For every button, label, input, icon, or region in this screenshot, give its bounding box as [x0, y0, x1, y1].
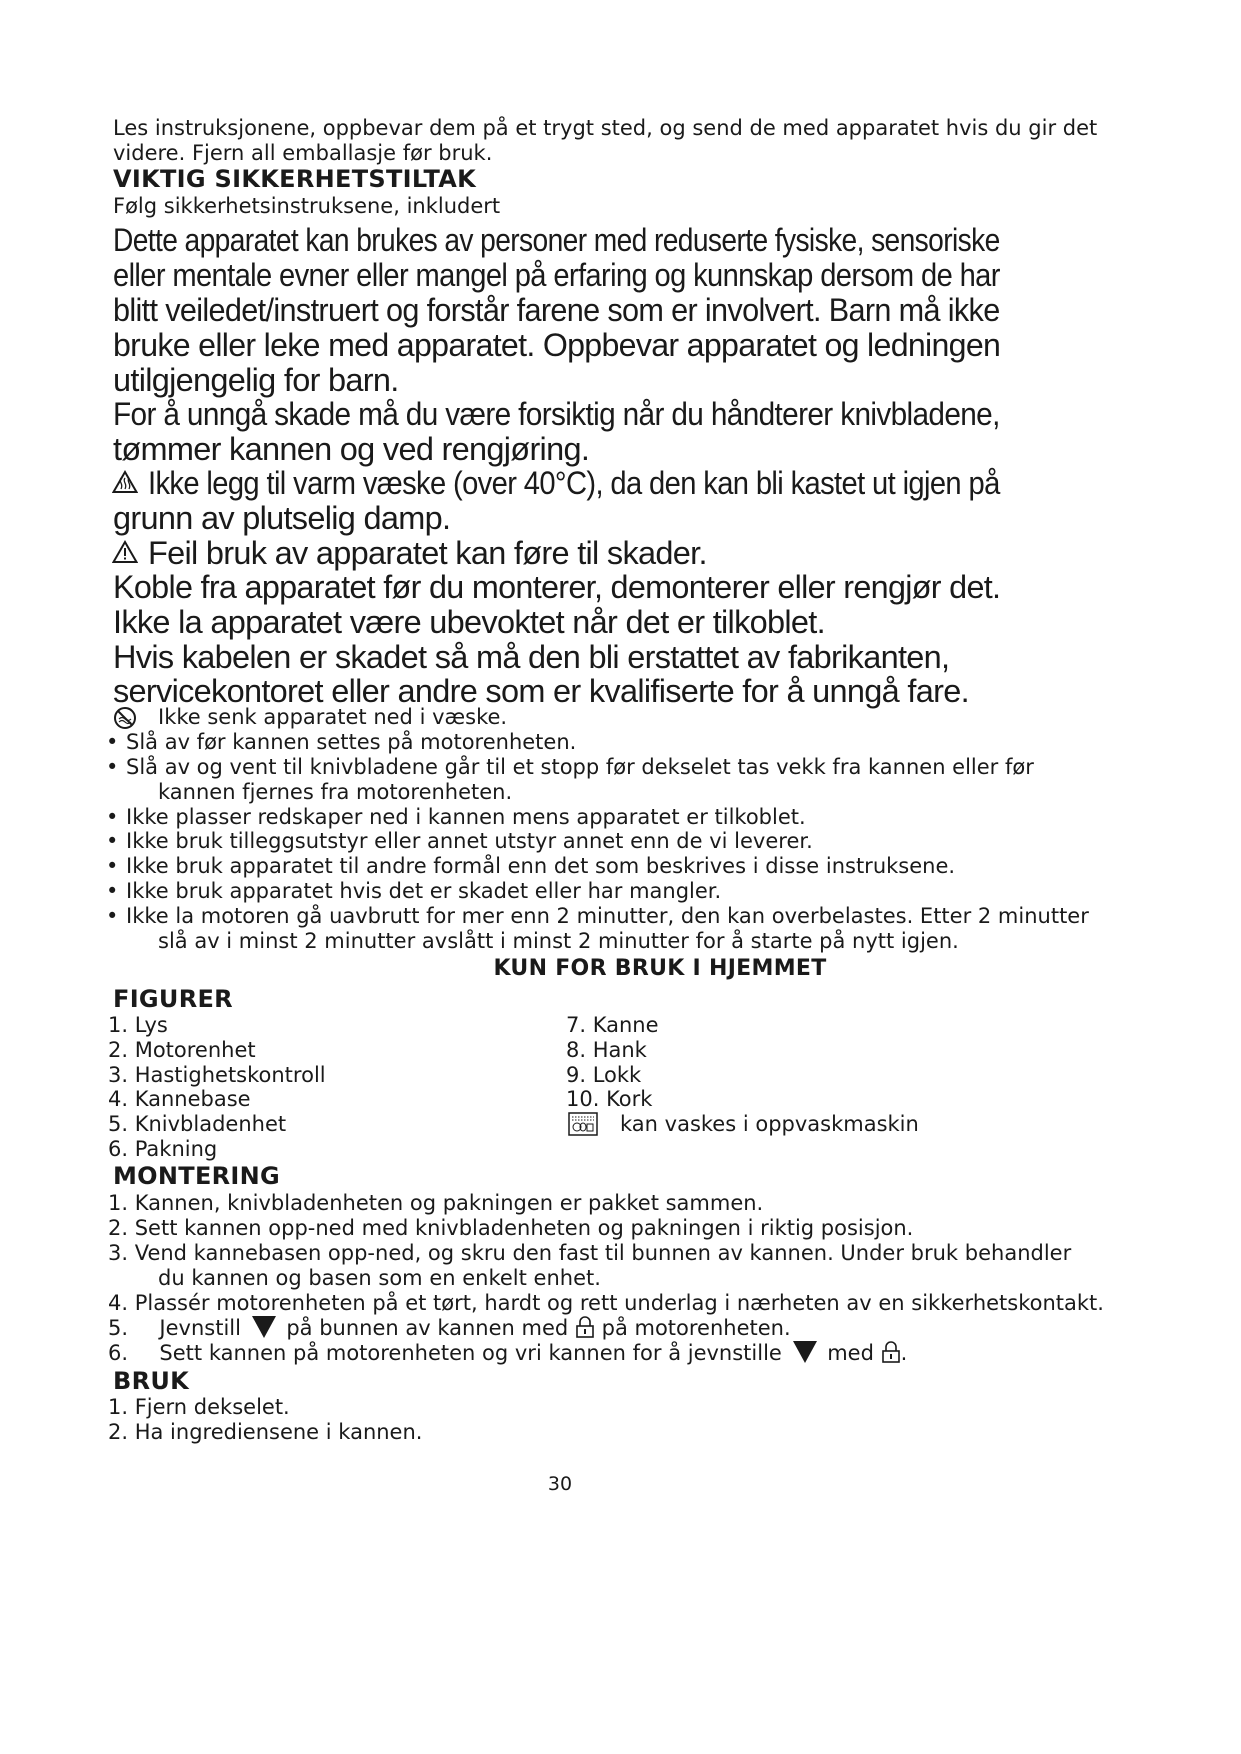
step-text: på bunnen av kannen med	[286, 1316, 569, 1340]
warning-line: grunn av plutselig damp.	[113, 500, 451, 536]
safety-heading: VIKTIG SIKKERHETSTILTAK	[113, 165, 477, 193]
use-heading: BRUK	[113, 1367, 190, 1395]
step-number: 6.	[108, 1341, 129, 1365]
intro-line: Les instruksjonene, oppbevar dem på et trygt sted, og send de med apparatet hvis du gir det	[113, 116, 1098, 140]
bullet-text: Ikke la motoren gå uavbrutt for mer enn 2 minutter, den kan overbelastes. Etter 2 minutter	[126, 904, 1089, 928]
assembly-step	[108, 1339, 907, 1367]
align-arrow-icon	[252, 1316, 276, 1338]
page-number: 30	[547, 1473, 573, 1495]
figure-item: 8. Hank	[566, 1038, 647, 1062]
warning-line: For å unngå skade må du være forsiktig når du håndterer knivbladene,	[113, 396, 1000, 432]
figure-item: 1. Lys	[108, 1013, 168, 1037]
warning-line: tømmer kannen og ved rengjøring.	[113, 431, 590, 467]
bullet-text: Slå av før kannen settes på motorenheten.	[126, 730, 577, 754]
align-arrow-icon	[793, 1341, 817, 1363]
hot-surface-warning-icon	[112, 470, 138, 498]
figure-item: 2. Motorenhet	[108, 1038, 256, 1062]
bullet-item: • Ikke la motoren gå uavbrutt for mer enn 2 minutter, den kan overbelastes. Etter 2 minutter	[106, 904, 1089, 928]
warning-line: utilgjengelig for barn.	[113, 362, 399, 398]
dishwasher-text: kan vaskes i oppvaskmaskin	[620, 1112, 919, 1136]
intro-line: videre. Fjern all emballasje før bruk.	[113, 141, 493, 165]
figure-item: 6. Pakning	[108, 1137, 218, 1161]
use-step: 2. Ha ingrediensene i kannen.	[108, 1420, 423, 1444]
warning-line: eller mentale evner eller mangel på erfaring og kunnskap dersom de har	[113, 257, 1000, 293]
bullet-text: Slå av og vent til knivbladene går til et stopp før dekselet tas vekk fra kannen eller før	[126, 755, 1034, 779]
assembly-step-continuation: du kannen og basen som en enkelt enhet.	[158, 1266, 601, 1290]
bullet-text: Ikke bruk tilleggsutstyr eller annet utstyr annet enn de vi leverer.	[126, 829, 813, 853]
step-text: .	[900, 1341, 908, 1365]
figure-item: 4. Kannebase	[108, 1087, 251, 1111]
assembly-heading: MONTERING	[113, 1162, 281, 1190]
figure-item: 7. Kanne	[566, 1013, 659, 1037]
warning-line: blitt veiledet/instruert og forstår farene som er involvert. Barn må ikke	[113, 292, 1000, 328]
bullet-continuation: slå av i minst 2 minutter avslått i minst 2 minutter for å starte på nytt igjen.	[158, 929, 959, 953]
bullet-text: Ikke plasser redskaper ned i kannen mens apparatet er tilkoblet.	[126, 805, 806, 829]
step-text: med	[827, 1341, 874, 1365]
bullet-item: • Ikke plasser redskaper ned i kannen mens apparatet er tilkoblet.	[106, 805, 806, 829]
step-text: Jevnstill	[159, 1316, 241, 1340]
assembly-step: 1. Kannen, knivbladenheten og pakningen er pakket sammen.	[108, 1191, 764, 1215]
figure-item: 10. Kork	[566, 1087, 653, 1111]
figures-heading: FIGURER	[113, 985, 233, 1013]
bullet-item: • Slå av før kannen settes på motorenheten.	[106, 730, 577, 754]
bullet-item: • Slå av og vent til knivbladene går til et stopp før dekselet tas vekk fra kannen eller før	[106, 755, 1034, 779]
no-immerse-text: Ikke senk apparatet ned i væske.	[158, 705, 508, 729]
bullet-item: • Ikke bruk apparatet hvis det er skadet eller har mangler.	[106, 879, 722, 903]
warning-line: Dette apparatet kan brukes av personer med reduserte fysiske, sensoriske	[113, 222, 1000, 258]
assembly-step: 2. Sett kannen opp-ned med knivbladenheten og pakningen i riktig posisjon.	[108, 1216, 914, 1240]
assembly-step	[108, 1314, 791, 1342]
figure-item: 3. Hastighetskontroll	[108, 1063, 326, 1087]
step-text: Sett kannen på motorenheten og vri kannen for å jevnstille	[159, 1341, 782, 1365]
warning-line: Hvis kabelen er skadet så må den bli erstattet av fabrikanten,	[113, 639, 950, 675]
bullet-continuation: kannen fjernes fra motorenheten.	[158, 780, 513, 804]
assembly-step: 3. Vend kannebasen opp-ned, og skru den fast til bunnen av kannen. Under bruk behandler	[108, 1241, 1072, 1265]
safety-subheading: Følg sikkerhetsinstruksene, inkludert	[113, 194, 501, 218]
bullet-text: Ikke bruk apparatet hvis det er skadet eller har mangler.	[126, 879, 722, 903]
step-number: 5.	[108, 1316, 129, 1340]
warning-line: Koble fra apparatet før du monterer, demonterer eller rengjør det.	[113, 569, 1001, 605]
warning-icon	[112, 540, 138, 568]
bullet-text: Ikke bruk apparatet til andre formål enn det som beskrives i disse instruksene.	[126, 854, 956, 878]
figure-item: 9. Lokk	[566, 1063, 642, 1087]
figure-item: 5. Knivbladenhet	[108, 1112, 287, 1136]
warning-line: Ikke la apparatet være ubevoktet når det er tilkoblet.	[113, 604, 825, 640]
warning-line: bruke eller leke med apparatet. Oppbevar apparatet og ledningen	[113, 327, 1001, 363]
lock-icon	[575, 1315, 595, 1339]
warning-line: Feil bruk av apparatet kan føre til skader.	[148, 535, 707, 571]
assembly-step: 4. Plassér motorenheten på et tørt, hardt og rett underlag i nærheten av en sikkerhetskontakt.	[108, 1291, 1104, 1315]
home-use-notice: KUN FOR BRUK I HJEMMET	[493, 956, 827, 981]
lock-icon	[881, 1340, 901, 1364]
bullet-item: • Ikke bruk apparatet til andre formål enn det som beskrives i disse instruksene.	[106, 854, 956, 878]
use-step: 1. Fjern dekselet.	[108, 1395, 290, 1419]
bullet-item: • Ikke bruk tilleggsutstyr eller annet utstyr annet enn de vi leverer.	[106, 829, 813, 853]
warning-line: Ikke legg til varm væske (over 40°C), da den kan bli kastet ut igjen på	[148, 465, 1000, 501]
warning-line: servicekontoret eller andre som er kvalifiserte for å unngå fare.	[113, 673, 969, 709]
dishwasher-icon	[568, 1112, 598, 1140]
step-text: på motorenheten.	[601, 1316, 791, 1340]
